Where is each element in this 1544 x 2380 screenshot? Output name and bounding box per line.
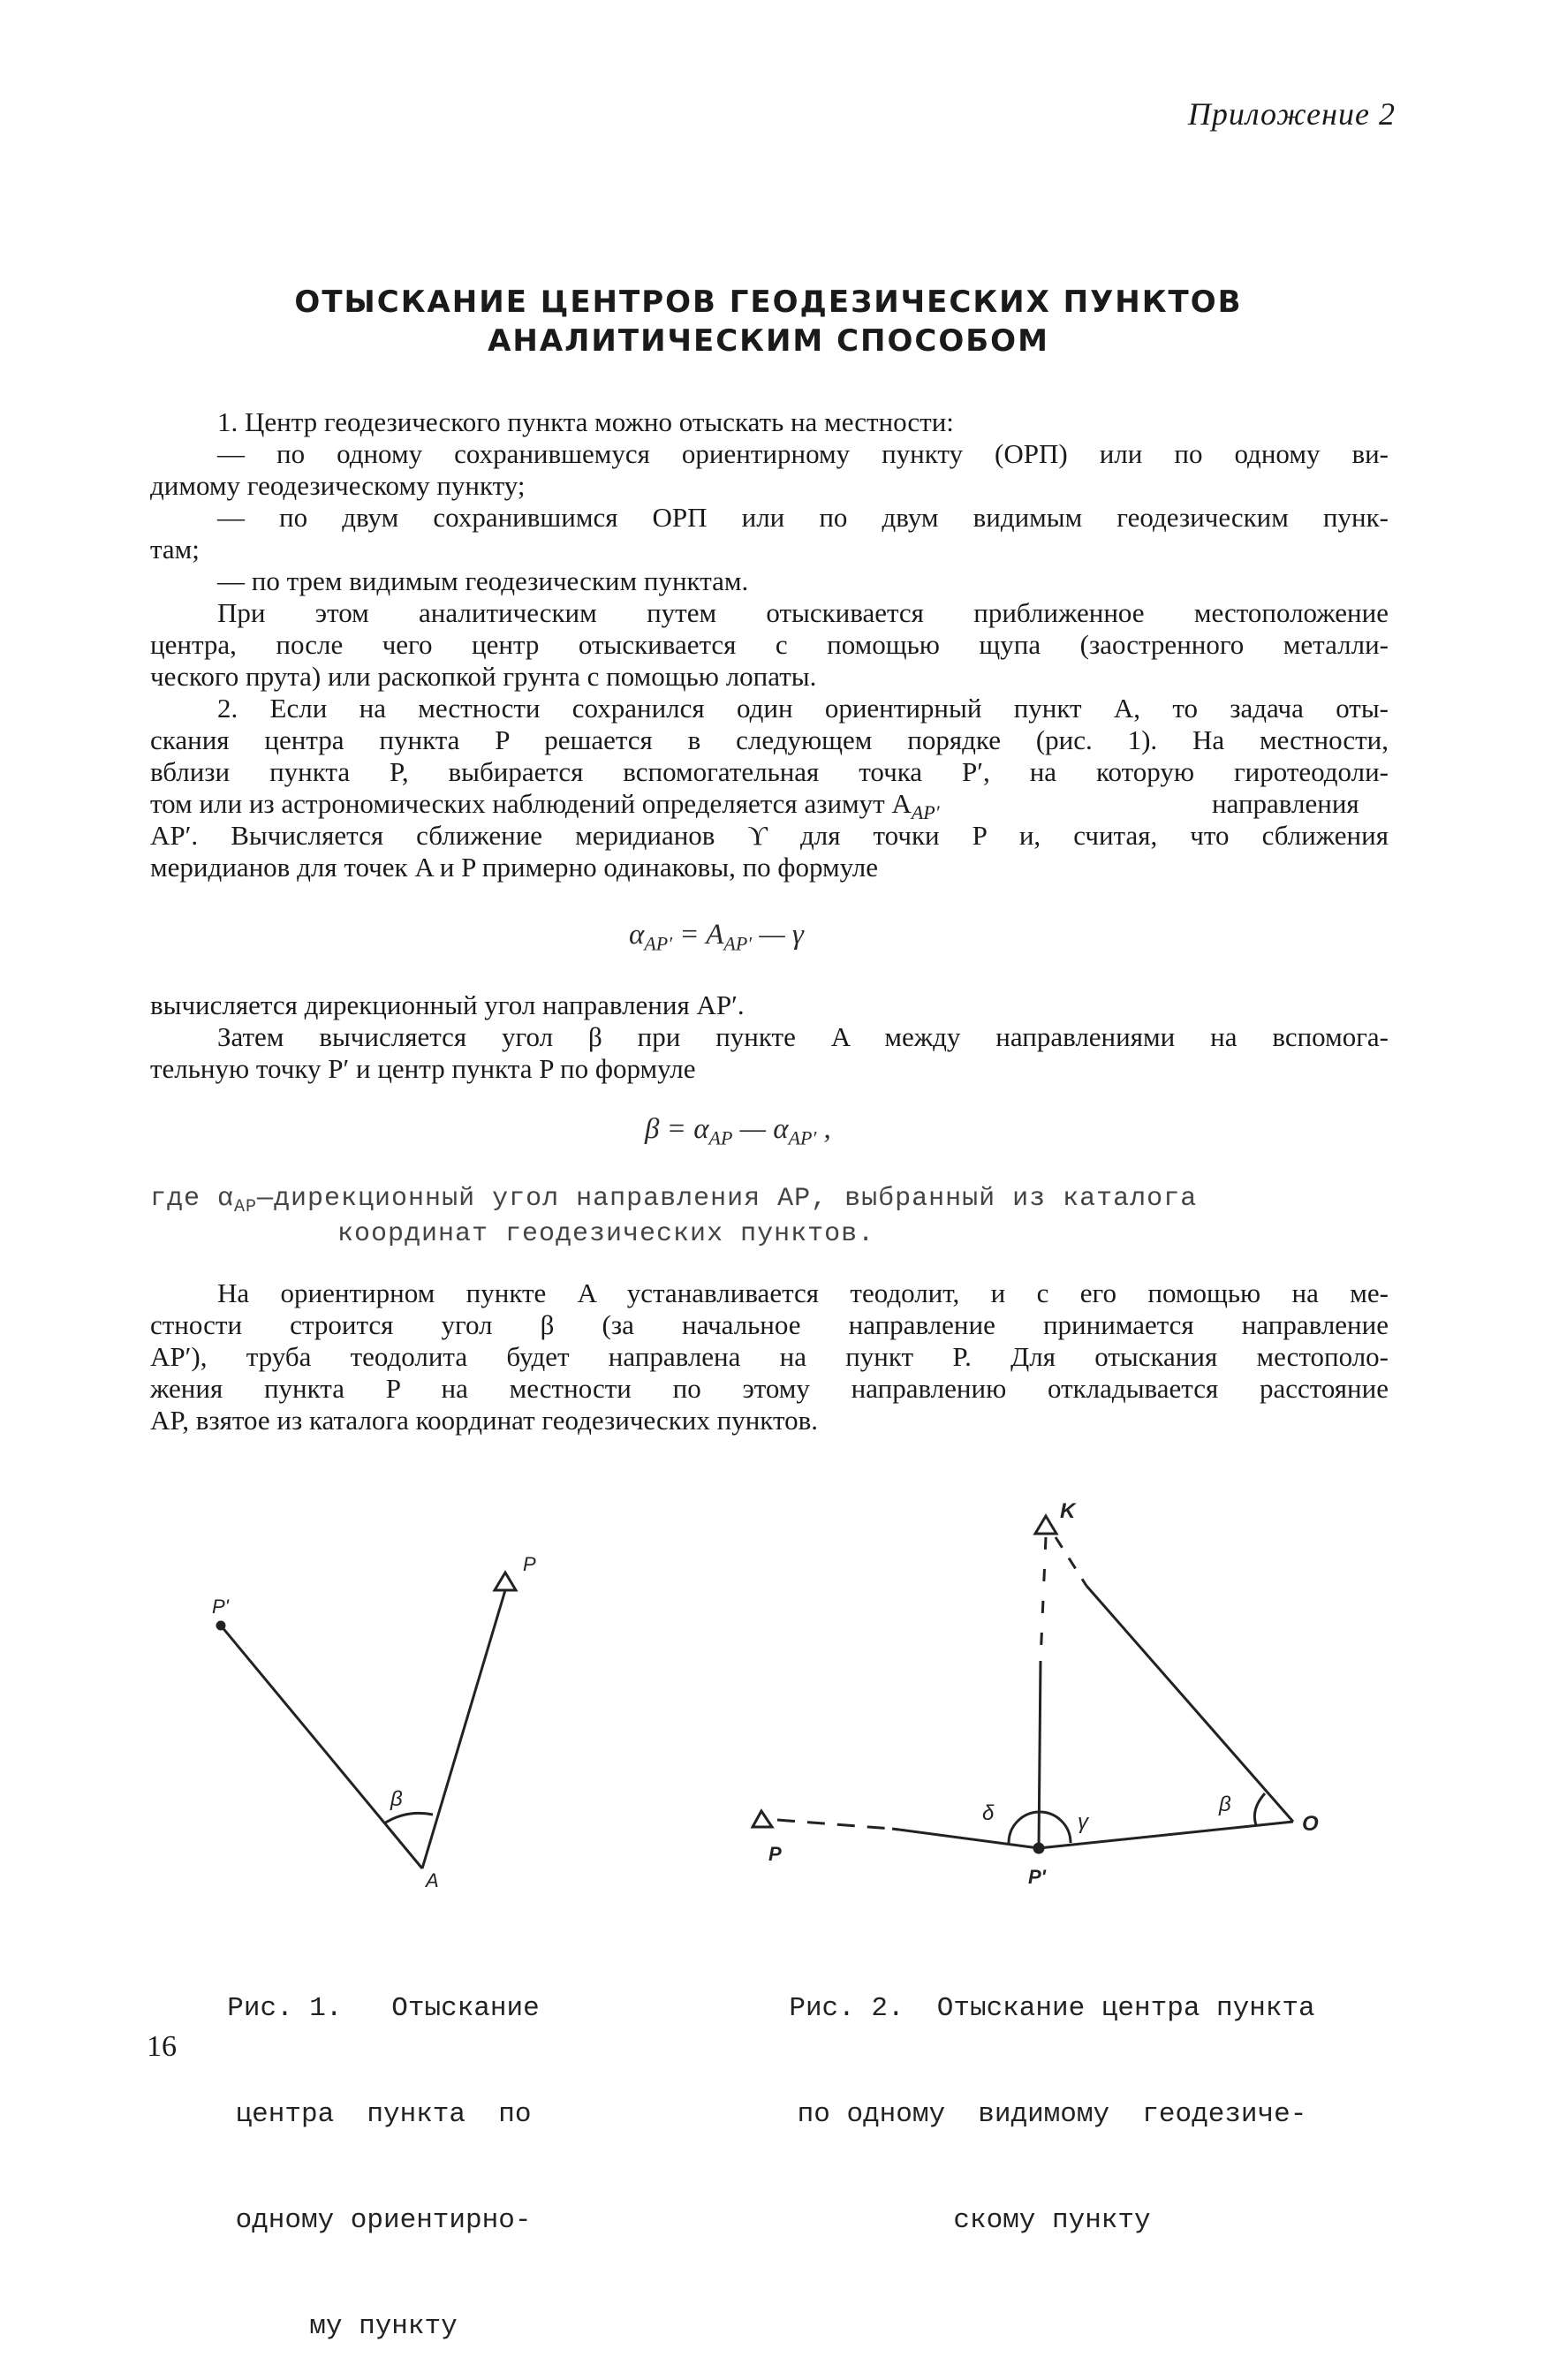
figure-2 bbox=[753, 1516, 1293, 1853]
azimuth-subscript: AP′ bbox=[911, 801, 940, 824]
label-gamma: γ bbox=[1078, 1810, 1088, 1834]
paragraph-1-line: 1. Центр геодезического пункта можно отыскать на местности: bbox=[217, 406, 954, 437]
paragraph-3-line: вычисляется дирекционный угол направления AP′. bbox=[150, 989, 745, 1020]
paragraph-3-line: меридианов для точек A и P примерно одинаковы, по формуле bbox=[150, 852, 879, 883]
page-title-line-2: АНАЛИТИЧЕСКИМ СПОСОБОМ bbox=[488, 323, 1049, 359]
paragraph-5-line: жения пункта P на местности по этому направлению откладывается расстояние bbox=[150, 1373, 1389, 1404]
line-p-p-prime-dashed bbox=[777, 1820, 892, 1829]
list-item-2: — по двум сохранившимся ОРП или по двум видимым геодезическим пунк- bbox=[217, 502, 1389, 533]
azimuth-text: том или из астрономических наблюдений определяется азимут A bbox=[150, 788, 912, 819]
appendix-label: Приложение 2 bbox=[1187, 96, 1396, 132]
beta-arc bbox=[384, 1813, 433, 1823]
line-a-p bbox=[422, 1590, 505, 1868]
point-p-prime bbox=[217, 1622, 224, 1629]
paragraph-3-line: 2. Если на местности сохранился один ориентирный пункт A, то задача оты- bbox=[217, 693, 1389, 724]
paragraph-2-line: ческого прута) или раскопкой грунта с помощью лопаты. bbox=[150, 661, 817, 692]
formula-note: где $\alpha_{AP}—дирекционный$ угол направления AP, выбранный из каталога bbox=[150, 1184, 1198, 1217]
list-item-1: — по одному сохранившемуся ориентирному пункту (ОРП) или по одному ви- bbox=[217, 438, 1389, 469]
triangle-p-icon bbox=[753, 1811, 772, 1827]
label-p-prime: P' bbox=[212, 1596, 229, 1618]
label-p-prime: P' bbox=[1028, 1866, 1046, 1888]
paragraph-4-line: тельную точку P′ и центр пункта P по формуле bbox=[150, 1053, 696, 1084]
list-item-2-cont: там; bbox=[150, 534, 200, 565]
line-k-p-prime-dashed bbox=[1041, 1537, 1046, 1661]
beta-arc bbox=[1254, 1793, 1265, 1825]
paragraph-5-line: стности строится угол β (за начальное направление принимается направление bbox=[150, 1309, 1389, 1340]
label-a: A bbox=[426, 1869, 439, 1891]
formula-note-cont: координат геодезических пунктов. bbox=[337, 1219, 875, 1249]
paragraph-2-line: центра, после чего центр отыскивается с помощью щупа (заостренного металли- bbox=[150, 629, 1389, 660]
paragraph-5-line: AP, взятое из каталога координат геодезических пунктов. bbox=[150, 1405, 818, 1436]
line-k-o-dashed bbox=[1056, 1537, 1086, 1586]
page-title-line-1: ОТЫСКАНИЕ ЦЕНТРОВ ГЕОДЕЗИЧЕСКИХ ПУНКТОВ bbox=[294, 284, 1243, 320]
label-k: K bbox=[1060, 1499, 1076, 1523]
paragraph-3-line: скания центра пункта P решается в следующем порядке (рис. 1). На местности, bbox=[150, 724, 1389, 755]
list-item-3: — по трем видимым геодезическим пунктам. bbox=[217, 565, 749, 596]
point-p-prime bbox=[1034, 1844, 1043, 1853]
line-p-p-prime bbox=[892, 1829, 1039, 1848]
page-number: 16 bbox=[147, 2030, 177, 2063]
list-item-1-cont: димому геодезическому пункту; bbox=[150, 470, 526, 501]
line-k-p-prime bbox=[1039, 1661, 1041, 1848]
paragraph-4-line: Затем вычисляется угол β при пункте A между направлениями на вспомога- bbox=[217, 1021, 1389, 1052]
line-k-o bbox=[1086, 1586, 1293, 1822]
label-p: P bbox=[768, 1843, 782, 1865]
formula-beta: $\beta = \alpha_{AP}$ — $\alpha_{AP'}$ , bbox=[645, 1113, 831, 1149]
triangle-p-icon bbox=[495, 1573, 516, 1590]
paragraph-5-line: На ориентирном пункте A устанавливается теодолит, и с его помощью на ме- bbox=[217, 1277, 1389, 1308]
figure-1 bbox=[217, 1573, 516, 1868]
paragraph-2-line: При этом аналитическим путем отыскивается приближенное местоположение bbox=[217, 597, 1389, 628]
triangle-k-icon bbox=[1035, 1516, 1056, 1534]
label-beta: β bbox=[390, 1787, 403, 1811]
line-a-p-prime bbox=[221, 1626, 422, 1868]
paragraph-5-line: AP′), труба теодолита будет направлена на пункт P. Для отыскания местополо- bbox=[150, 1341, 1389, 1372]
paragraph-3-line: вблизи пункта P, выбирается вспомогательная точка P′, на которую гиротеодоли- bbox=[150, 756, 1389, 787]
formula-direction-angle: $\alpha_{AP'} = A_{AP'}$ — γ bbox=[629, 919, 804, 955]
label-delta: δ bbox=[982, 1801, 995, 1825]
label-beta: β bbox=[1219, 1793, 1231, 1816]
label-p: P bbox=[523, 1553, 536, 1575]
paragraph-3-line-end: направления bbox=[1212, 788, 1359, 819]
paragraph-3-line: AP′. Вычисляется сближение меридианов ϒ для точки P и, считая, что сближения bbox=[150, 820, 1389, 851]
figure-1-caption: Рис. 1. Отыскание центра пункта по одному ориентирно- му пункту bbox=[227, 1993, 540, 2342]
label-o: O bbox=[1302, 1812, 1319, 1836]
figure-2-caption: Рис. 2. Отыскание центра пункта по одному видимому геодезиче- скому пункту bbox=[789, 1993, 1315, 2236]
